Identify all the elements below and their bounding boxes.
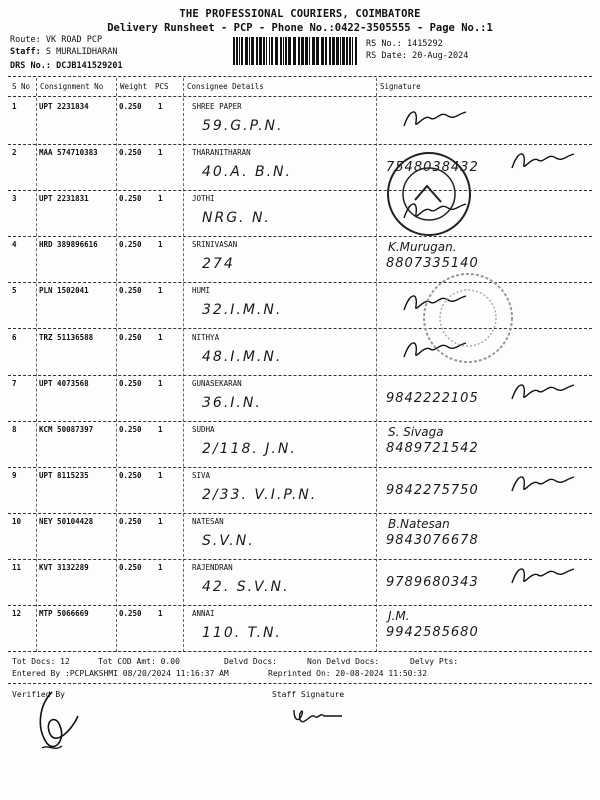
row-consignment-no: UPT 2231831 (39, 194, 89, 204)
staff-signature-image (290, 704, 360, 728)
row-pcs: 1 (158, 240, 163, 250)
row-phone-number: 8807335140 (386, 256, 479, 272)
route-value: VK ROAD PCP (45, 35, 103, 45)
tot-docs: Tot Docs: 12 (12, 657, 70, 666)
row-phone-number: 9789680343 (386, 575, 479, 590)
row-consignment-no: HRD 389896616 (39, 240, 98, 250)
row-weight: 0.250 (119, 148, 142, 158)
col-signature-header: Signature (380, 82, 421, 91)
row-consignee-name: RAJENDRAN (192, 563, 233, 572)
row-consignee-name: NITHYA (192, 332, 220, 342)
row-sno: 1 (12, 102, 17, 111)
row-consignment-no: MTP 5066669 (39, 609, 89, 619)
row-pcs: 1 (158, 470, 163, 480)
row-consignee-name: SIVA (192, 470, 211, 480)
row-consignee-address: 36.I.N. (202, 394, 262, 411)
row-consignee-name: GUNASEKARAN (192, 378, 242, 388)
row-weight: 0.250 (119, 332, 142, 342)
row-weight: 0.250 (119, 424, 142, 434)
table-row (8, 467, 592, 514)
row-consignee-address: 59.G.P.N. (202, 118, 284, 134)
row-sno: 3 (12, 194, 17, 204)
row-consignee-name: SRINIVASAN (192, 240, 238, 250)
row-sno: 11 (12, 563, 22, 572)
header-bottom-rule (8, 96, 592, 97)
row-sno: 10 (12, 516, 22, 526)
row-weight: 0.250 (119, 470, 142, 480)
drs-value: DCJB141529201 (56, 61, 123, 71)
col-consignee-header: Consignee Details (187, 82, 264, 91)
signature-image (400, 104, 470, 134)
company-title: THE PROFESSIONAL COURIERS, COIMBATORE (179, 8, 421, 20)
table-row (8, 559, 592, 606)
row-weight: 0.250 (119, 378, 142, 388)
row-consignee-address: NRG. N. (202, 210, 271, 227)
row-consignee-address: 32.I.M.N. (202, 302, 283, 319)
col-pcs-header: PCS (155, 82, 169, 91)
non-delvd-docs: Non Delvd Docs: (307, 657, 380, 666)
col-consignment-header: Consignment No (40, 82, 104, 91)
row-consignee-address: 40.A. B.N. (202, 164, 292, 181)
row-sno: 2 (12, 148, 17, 158)
row-consignee-address: 110. T.N. (202, 625, 282, 642)
route-label: Route: (10, 35, 41, 45)
row-phone-number: 7548038432 (386, 160, 479, 176)
row-consignee-name: SHREE PAPER (192, 102, 242, 111)
delivery-stamp-image (385, 150, 473, 238)
row-pcs: 1 (158, 424, 163, 434)
rs-no-value: 1415292 (406, 39, 443, 49)
rs-no-label: RS No.: (366, 39, 402, 49)
row-signature-text: J.M. (388, 609, 410, 624)
row-consignee-name: SUDHA (192, 424, 215, 434)
table-row (8, 98, 592, 145)
row-weight: 0.250 (119, 286, 142, 296)
row-consignee-name: ANNAI (192, 609, 215, 619)
row-consignee-address: 2/33. V.I.P.N. (202, 486, 318, 503)
row-consignment-no: KVT 3132289 (39, 563, 89, 572)
row-consignee-name: HUMI (192, 286, 211, 296)
row-phone-number: 9842275750 (386, 482, 479, 498)
row-phone-number: 9942585680 (386, 625, 479, 641)
row-weight: 0.250 (119, 516, 142, 526)
row-consignee-address: 2/118. J.N. (202, 440, 297, 457)
runsheet-subtitle: Delivery Runsheet - PCP - Phone No.:0422-3505555 - Page No.:1 (107, 22, 493, 34)
row-signature-text: S. Sivaga (388, 424, 444, 439)
row-consignment-no: TRZ 51136588 (39, 332, 94, 342)
staff-value: S MURALIDHARAN (45, 47, 118, 57)
row-pcs: 1 (158, 102, 163, 111)
row-consignment-no: MAA 574710383 (39, 148, 98, 158)
row-sno: 5 (12, 286, 17, 296)
row-consignment-no: UPT 4073568 (39, 378, 89, 388)
row-sno: 12 (12, 609, 22, 619)
table-row (8, 513, 592, 560)
reprinted-on: Reprinted On: 20-08-2024 11:50:32 (268, 669, 427, 678)
row-pcs: 1 (158, 332, 163, 342)
row-signature-text: B.Natesan (388, 516, 450, 531)
tot-cod: Tot COD Amt: 0.00 (98, 657, 180, 666)
header-top-rule (8, 76, 592, 77)
row-pcs: 1 (158, 148, 163, 158)
row-sno: 7 (12, 378, 17, 388)
row-phone-number: 9842222105 (386, 390, 479, 406)
row-pcs: 1 (158, 286, 163, 296)
row-weight: 0.250 (119, 609, 142, 619)
faint-stamp-image (418, 268, 518, 368)
delvy-pts: Delvy Pts: (410, 657, 459, 666)
row-signature-text: K.Murugan. (388, 240, 457, 255)
row-pcs: 1 (158, 194, 163, 204)
delvd-docs: Delvd Docs: (224, 657, 277, 666)
signature-image (508, 561, 578, 591)
row-consignment-no: UPT 8115235 (39, 470, 89, 480)
signature-image (508, 469, 578, 499)
row-weight: 0.250 (119, 102, 142, 111)
row-consignee-name: NATESAN (192, 516, 224, 526)
row-pcs: 1 (158, 378, 163, 388)
rs-date-value: 20-Aug-2024 (412, 51, 469, 61)
row-consignee-address: 48.I.M.N. (202, 348, 283, 365)
row-pcs: 1 (158, 563, 163, 572)
rs-date-line (366, 51, 468, 61)
footer-rule (8, 683, 592, 684)
route-line (10, 35, 102, 45)
row-weight: 0.250 (119, 194, 142, 204)
rs-no-line (366, 39, 443, 49)
table-bottom-rule (8, 651, 592, 652)
col-weight-header: Weight (120, 82, 148, 91)
row-phone-number: 9843076678 (386, 532, 479, 548)
row-weight: 0.250 (119, 563, 142, 572)
row-sno: 9 (12, 470, 17, 480)
row-phone-number: 8489721542 (386, 440, 479, 456)
staff-label: Staff: (10, 47, 41, 57)
table-row (8, 605, 592, 652)
table-row (8, 375, 592, 422)
row-sno: 8 (12, 424, 17, 434)
staff-line (10, 47, 118, 57)
row-consignment-no: KCM 50087397 (39, 424, 94, 434)
row-consignee-name: JOTHI (192, 194, 215, 204)
row-consignee-name: THARANITHARAN (192, 148, 251, 158)
verifier-signature-image (32, 686, 88, 758)
drs-label: DRS No.: (10, 61, 51, 71)
signature-image (508, 146, 578, 176)
table-row (8, 190, 592, 237)
row-consignee-address: S.V.N. (202, 532, 255, 549)
table-row (8, 421, 592, 468)
row-weight: 0.250 (119, 240, 142, 250)
row-consignment-no: UPT 2231834 (39, 102, 89, 111)
row-sno: 4 (12, 240, 17, 250)
row-consignment-no: PLN 1502041 (39, 286, 89, 296)
barcode-image (233, 37, 361, 65)
signature-image (508, 377, 578, 407)
staff-signature-label: Staff Signature (272, 690, 345, 699)
row-pcs: 1 (158, 609, 163, 619)
table-row (8, 144, 592, 191)
row-consignment-no: NEY 50104428 (39, 516, 94, 526)
rs-date-label: RS Date: (366, 51, 407, 61)
row-consignee-address: 274 (202, 256, 235, 273)
entered-by: Entered By :PCPLAKSHMI 08/20/2024 11:16:37 AM (12, 669, 229, 678)
col-sno-header: S No (12, 82, 31, 91)
verified-by-label: Verified By (12, 690, 65, 699)
drs-line (10, 61, 123, 71)
row-sno: 6 (12, 332, 17, 342)
row-pcs: 1 (158, 516, 163, 526)
row-consignee-address: 42. S.V.N. (202, 579, 290, 595)
